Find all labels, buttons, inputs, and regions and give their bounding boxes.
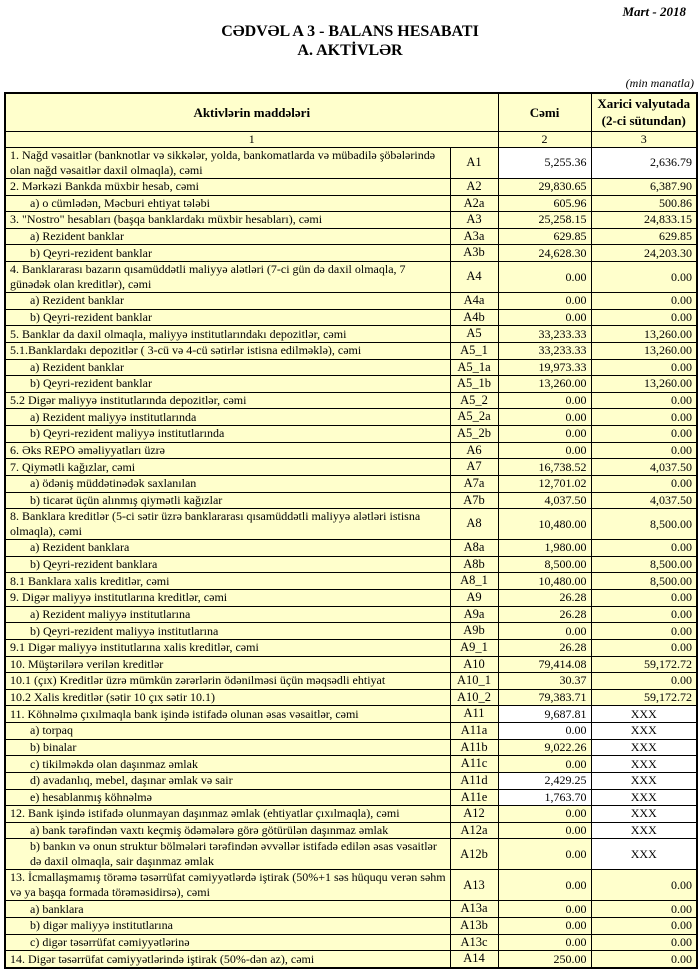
row-item-label: a) Rezident banklar bbox=[5, 228, 450, 245]
row-code: A8b bbox=[450, 556, 498, 573]
row-code: A13a bbox=[450, 901, 498, 918]
row-total-value: 33,233.33 bbox=[498, 342, 591, 359]
table-row bbox=[5, 459, 697, 476]
table-row bbox=[5, 723, 697, 740]
row-total-value: 2,429.25 bbox=[498, 772, 591, 789]
row-code: A9b bbox=[450, 623, 498, 640]
column-header-items: Aktivlərin maddələri bbox=[5, 93, 498, 131]
row-code: A4 bbox=[450, 262, 498, 293]
row-total-value: 9,022.26 bbox=[498, 739, 591, 756]
table-row bbox=[5, 262, 697, 293]
table-row bbox=[5, 475, 697, 492]
table-header-row bbox=[5, 93, 697, 131]
row-item-label: b) Qeyri-rezident maliyyə institutlarına bbox=[5, 623, 450, 640]
row-total-value: 4,037.50 bbox=[498, 492, 591, 509]
row-item-label: 13. İcmallaşmamış törəmə təsərrüfat cəmiyyətlərdə iştirak (50%+1 səs hüququ verən səhm və ya başqa formada törəməsidirsə), cəmi bbox=[5, 870, 450, 901]
row-code: A13b bbox=[450, 918, 498, 935]
row-code: A9 bbox=[450, 590, 498, 607]
row-item-label: a) Rezident banklar bbox=[5, 293, 450, 310]
table-row bbox=[5, 639, 697, 656]
row-foreign-currency-value: 8,500.00 bbox=[591, 556, 697, 573]
report-page bbox=[0, 4, 700, 969]
table-row bbox=[5, 739, 697, 756]
row-foreign-currency-value: 4,037.50 bbox=[591, 492, 697, 509]
table-row bbox=[5, 623, 697, 640]
row-total-value: 0.00 bbox=[498, 870, 591, 901]
table-row bbox=[5, 409, 697, 426]
table-row bbox=[5, 839, 697, 870]
row-total-value: 0.00 bbox=[498, 756, 591, 773]
row-code: A5_1 bbox=[450, 342, 498, 359]
row-code: A3b bbox=[450, 245, 498, 262]
row-total-value: 16,738.52 bbox=[498, 459, 591, 476]
row-foreign-currency-value: 0.00 bbox=[591, 442, 697, 459]
row-total-value: 24,628.30 bbox=[498, 245, 591, 262]
row-foreign-currency-value: XXX bbox=[591, 822, 697, 839]
table-row bbox=[5, 772, 697, 789]
page-title: CƏDVƏL A 3 - BALANS HESABATI bbox=[221, 23, 479, 40]
row-foreign-currency-value: 0.00 bbox=[591, 918, 697, 935]
row-item-label: 8. Banklara kreditlər (5-ci sətir üzrə banklararası qısamüddətli maliyyə alətləri istisna olmaqla), cəmi bbox=[5, 509, 450, 540]
table-row bbox=[5, 228, 697, 245]
row-item-label: b) ticarət üçün alınmış qiymətli kağızlar bbox=[5, 492, 450, 509]
row-foreign-currency-value: XXX bbox=[591, 723, 697, 740]
row-item-label: 9. Digər maliyyə institutlarına kreditlər, cəmi bbox=[5, 590, 450, 607]
row-item-label: a) Rezident banklara bbox=[5, 540, 450, 557]
row-foreign-currency-value: 0.00 bbox=[591, 475, 697, 492]
row-total-value: 605.96 bbox=[498, 195, 591, 212]
row-total-value: 0.00 bbox=[498, 918, 591, 935]
table-row bbox=[5, 342, 697, 359]
row-total-value: 13,260.00 bbox=[498, 376, 591, 393]
row-total-value: 5,255.36 bbox=[498, 147, 591, 178]
row-foreign-currency-value: 0.00 bbox=[591, 309, 697, 326]
table-row bbox=[5, 540, 697, 557]
row-total-value: 0.00 bbox=[498, 392, 591, 409]
table-row bbox=[5, 756, 697, 773]
row-foreign-currency-value: 0.00 bbox=[591, 639, 697, 656]
row-foreign-currency-value: 24,833.15 bbox=[591, 212, 697, 229]
table-row bbox=[5, 392, 697, 409]
column-number-row bbox=[5, 131, 697, 147]
row-code: A11d bbox=[450, 772, 498, 789]
row-code: A5_2 bbox=[450, 392, 498, 409]
table-row bbox=[5, 195, 697, 212]
page-subtitle: A. AKTİVLƏR bbox=[297, 42, 403, 60]
table-row bbox=[5, 656, 697, 673]
row-foreign-currency-value: 0.00 bbox=[591, 540, 697, 557]
row-total-value: 12,701.02 bbox=[498, 475, 591, 492]
table-row bbox=[5, 951, 697, 968]
row-code: A11b bbox=[450, 739, 498, 756]
row-code: A13c bbox=[450, 934, 498, 951]
table-row bbox=[5, 326, 697, 343]
row-code: A5_1b bbox=[450, 376, 498, 393]
row-code: A5_2b bbox=[450, 426, 498, 443]
row-item-label: 14. Digər təsərrüfat cəmiyyətlərində iştirak (50%-dən az), cəmi bbox=[5, 951, 450, 968]
row-total-value: 26.28 bbox=[498, 639, 591, 656]
table-row bbox=[5, 706, 697, 723]
row-code: A11c bbox=[450, 756, 498, 773]
row-item-label: 7. Qiymətli kağızlar, cəmi bbox=[5, 459, 450, 476]
row-total-value: 0.00 bbox=[498, 293, 591, 310]
row-foreign-currency-value: 0.00 bbox=[591, 262, 697, 293]
row-foreign-currency-value: 0.00 bbox=[591, 673, 697, 690]
row-foreign-currency-value: 8,500.00 bbox=[591, 509, 697, 540]
row-item-label: a) torpaq bbox=[5, 723, 450, 740]
row-item-label: 12. Bank işində istifadə olunmayan daşınmaz əmlak (ehtiyatlar çıxılmaqla), cəmi bbox=[5, 806, 450, 823]
table-row bbox=[5, 789, 697, 806]
row-total-value: 0.00 bbox=[498, 442, 591, 459]
row-item-label: a) ödəniş müddətinədək saxlanılan bbox=[5, 475, 450, 492]
table-row bbox=[5, 147, 697, 178]
row-item-label: 3. "Nostro" hesabları (başqa banklardakı müxbir hesabları), cəmi bbox=[5, 212, 450, 229]
row-foreign-currency-value: 13,260.00 bbox=[591, 376, 697, 393]
table-body bbox=[5, 147, 697, 968]
row-code: A9_1 bbox=[450, 639, 498, 656]
row-foreign-currency-value: 0.00 bbox=[591, 590, 697, 607]
row-item-label: b) digər maliyyə institutlarına bbox=[5, 918, 450, 935]
row-code: A14 bbox=[450, 951, 498, 968]
row-total-value: 19,973.33 bbox=[498, 359, 591, 376]
row-code: A5_1a bbox=[450, 359, 498, 376]
row-code: A8 bbox=[450, 509, 498, 540]
row-item-label: a) Rezident maliyyə institutlarına bbox=[5, 606, 450, 623]
table-row bbox=[5, 556, 697, 573]
row-item-label: c) digər təsərrüfat cəmiyyətlərinə bbox=[5, 934, 450, 951]
row-total-value: 0.00 bbox=[498, 309, 591, 326]
row-item-label: a) bank tərəfindən vaxtı keçmiş ödəmələrə görə götürülən daşınmaz əmlak bbox=[5, 822, 450, 839]
row-code: A5 bbox=[450, 326, 498, 343]
row-foreign-currency-value: 0.00 bbox=[591, 409, 697, 426]
row-item-label: 11. Köhnəlmə çıxılmaqla bank işində istifadə olunan əsas vəsaitlər, cəmi bbox=[5, 706, 450, 723]
row-total-value: 9,687.81 bbox=[498, 706, 591, 723]
row-total-value: 26.28 bbox=[498, 590, 591, 607]
row-total-value: 10,480.00 bbox=[498, 573, 591, 590]
table-row bbox=[5, 245, 697, 262]
table-row bbox=[5, 212, 697, 229]
row-foreign-currency-value: 0.00 bbox=[591, 901, 697, 918]
row-item-label: a) Rezident banklar bbox=[5, 359, 450, 376]
row-item-label: b) Qeyri-rezident banklara bbox=[5, 556, 450, 573]
row-code: A4b bbox=[450, 309, 498, 326]
table-row bbox=[5, 492, 697, 509]
table-row bbox=[5, 442, 697, 459]
row-item-label: e) hesablanmış köhnəlmə bbox=[5, 789, 450, 806]
row-item-label: 8.1 Banklara xalis kreditlər, cəmi bbox=[5, 573, 450, 590]
table-row bbox=[5, 606, 697, 623]
row-code: A10_1 bbox=[450, 673, 498, 690]
row-item-label: 6. Əks REPO əməliyyatları üzrə bbox=[5, 442, 450, 459]
row-item-label: 10.1 (çıx) Kreditlər üzrə mümkün zərərlərin ödənilməsi üçün məqsədli ehtiyat bbox=[5, 673, 450, 690]
balance-sheet-table bbox=[4, 92, 698, 969]
table-row bbox=[5, 822, 697, 839]
row-code: A6 bbox=[450, 442, 498, 459]
row-total-value: 0.00 bbox=[498, 623, 591, 640]
row-code: A8_1 bbox=[450, 573, 498, 590]
row-code: A11 bbox=[450, 706, 498, 723]
row-total-value: 79,414.08 bbox=[498, 656, 591, 673]
table-row bbox=[5, 573, 697, 590]
row-item-label: d) avadanlıq, mebel, daşınar əmlak və sair bbox=[5, 772, 450, 789]
table-row bbox=[5, 870, 697, 901]
row-total-value: 29,830.65 bbox=[498, 178, 591, 195]
row-code: A9a bbox=[450, 606, 498, 623]
row-total-value: 8,500.00 bbox=[498, 556, 591, 573]
table-row bbox=[5, 359, 697, 376]
unit-note: (min manatla) bbox=[625, 76, 694, 91]
row-item-label: b) Qeyri-rezident banklar bbox=[5, 245, 450, 262]
row-item-label: 10.2 Xalis kreditlər (sətir 10 çıx sətir 10.1) bbox=[5, 689, 450, 706]
row-code: A10_2 bbox=[450, 689, 498, 706]
row-foreign-currency-value: 0.00 bbox=[591, 623, 697, 640]
table-row bbox=[5, 178, 697, 195]
row-foreign-currency-value: 629.85 bbox=[591, 228, 697, 245]
row-item-label: b) Qeyri-rezident banklar bbox=[5, 309, 450, 326]
row-total-value: 0.00 bbox=[498, 262, 591, 293]
row-item-label: 2. Mərkəzi Bankda müxbir hesab, cəmi bbox=[5, 178, 450, 195]
row-code: A11e bbox=[450, 789, 498, 806]
row-foreign-currency-value: 0.00 bbox=[591, 359, 697, 376]
row-total-value: 26.28 bbox=[498, 606, 591, 623]
row-total-value: 1,980.00 bbox=[498, 540, 591, 557]
row-total-value: 33,233.33 bbox=[498, 326, 591, 343]
row-code: A3a bbox=[450, 228, 498, 245]
table-row bbox=[5, 918, 697, 935]
row-foreign-currency-value: 6,387.90 bbox=[591, 178, 697, 195]
row-code: A3 bbox=[450, 212, 498, 229]
table-row bbox=[5, 689, 697, 706]
row-total-value: 629.85 bbox=[498, 228, 591, 245]
row-item-label: 5.2 Digər maliyyə institutlarında depozitlər, cəmi bbox=[5, 392, 450, 409]
row-foreign-currency-value: 24,203.30 bbox=[591, 245, 697, 262]
row-code: A12 bbox=[450, 806, 498, 823]
row-item-label: 10. Müştərilərə verilən kreditlər bbox=[5, 656, 450, 673]
row-item-label: a) Rezident maliyyə institutlarında bbox=[5, 409, 450, 426]
row-foreign-currency-value: 13,260.00 bbox=[591, 342, 697, 359]
row-foreign-currency-value: XXX bbox=[591, 806, 697, 823]
column-number-2: 2 bbox=[498, 131, 591, 147]
row-foreign-currency-value: 8,500.00 bbox=[591, 573, 697, 590]
row-code: A12b bbox=[450, 839, 498, 870]
row-foreign-currency-value: 13,260.00 bbox=[591, 326, 697, 343]
row-total-value: 0.00 bbox=[498, 409, 591, 426]
row-foreign-currency-value: 0.00 bbox=[591, 293, 697, 310]
row-code: A7 bbox=[450, 459, 498, 476]
row-item-label: 1. Nağd vəsaitlər (banknotlar və sikkələr, yolda, bankomatlarda və mübadilə şöbələrində olan nağd vəsaitlər daxil olmaqla), cəmi bbox=[5, 147, 450, 178]
row-code: A10 bbox=[450, 656, 498, 673]
row-code: A13 bbox=[450, 870, 498, 901]
row-foreign-currency-value: 59,172.72 bbox=[591, 689, 697, 706]
row-foreign-currency-value: XXX bbox=[591, 789, 697, 806]
column-header-total: Cəmi bbox=[498, 93, 591, 131]
row-total-value: 250.00 bbox=[498, 951, 591, 968]
row-total-value: 79,383.71 bbox=[498, 689, 591, 706]
row-total-value: 0.00 bbox=[498, 901, 591, 918]
row-foreign-currency-value: 0.00 bbox=[591, 951, 697, 968]
row-code: A1 bbox=[450, 147, 498, 178]
row-code: A11a bbox=[450, 723, 498, 740]
table-row bbox=[5, 426, 697, 443]
table-row bbox=[5, 509, 697, 540]
row-item-label: b) binalar bbox=[5, 739, 450, 756]
row-total-value: 30.37 bbox=[498, 673, 591, 690]
table-row bbox=[5, 673, 697, 690]
row-item-label: 9.1 Digər maliyyə institutlarına xalis kreditlər, cəmi bbox=[5, 639, 450, 656]
table-row bbox=[5, 590, 697, 607]
row-code: A8a bbox=[450, 540, 498, 557]
row-total-value: 0.00 bbox=[498, 822, 591, 839]
table-row bbox=[5, 806, 697, 823]
row-foreign-currency-value: 0.00 bbox=[591, 606, 697, 623]
row-item-label: 5. Banklar da daxil olmaqla, maliyyə institutlarındakı depozitlər, cəmi bbox=[5, 326, 450, 343]
row-code: A2a bbox=[450, 195, 498, 212]
row-total-value: 0.00 bbox=[498, 934, 591, 951]
column-number-1: 1 bbox=[5, 131, 498, 147]
row-code: A4a bbox=[450, 293, 498, 310]
table-row bbox=[5, 376, 697, 393]
report-period-label: Mart - 2018 bbox=[622, 4, 686, 19]
row-foreign-currency-value: 2,636.79 bbox=[591, 147, 697, 178]
row-item-label: b) Qeyri-rezident banklar bbox=[5, 376, 450, 393]
row-item-label: c) tikilməkdə olan daşınmaz əmlak bbox=[5, 756, 450, 773]
row-item-label: b) bankın və onun struktur bölmələri tərəfindən əvvəllər istifadə edilən əsas vəsaitlər də daxil olmaqla, sair daşınmaz əmlak bbox=[5, 839, 450, 870]
row-total-value: 1,763.70 bbox=[498, 789, 591, 806]
row-foreign-currency-value: 4,037.50 bbox=[591, 459, 697, 476]
row-total-value: 0.00 bbox=[498, 723, 591, 740]
table-row bbox=[5, 309, 697, 326]
column-header-foreign-currency: Xarici valyutada (2-ci sütundan) bbox=[591, 93, 697, 131]
row-code: A7a bbox=[450, 475, 498, 492]
row-total-value: 25,258.15 bbox=[498, 212, 591, 229]
table-row bbox=[5, 934, 697, 951]
row-foreign-currency-value: 0.00 bbox=[591, 870, 697, 901]
row-foreign-currency-value: 0.00 bbox=[591, 426, 697, 443]
row-item-label: 4. Banklararası bazarın qısamüddətli maliyyə alətləri (7-ci gün də daxil olmaqla, 7 günədək olan kreditlər), cəmi bbox=[5, 262, 450, 293]
row-foreign-currency-value: XXX bbox=[591, 739, 697, 756]
row-total-value: 0.00 bbox=[498, 426, 591, 443]
row-total-value: 0.00 bbox=[498, 806, 591, 823]
column-number-3: 3 bbox=[591, 131, 697, 147]
row-code: A12a bbox=[450, 822, 498, 839]
row-foreign-currency-value: XXX bbox=[591, 706, 697, 723]
table-row bbox=[5, 293, 697, 310]
table-row bbox=[5, 901, 697, 918]
row-code: A2 bbox=[450, 178, 498, 195]
row-item-label: a) banklara bbox=[5, 901, 450, 918]
row-total-value: 0.00 bbox=[498, 839, 591, 870]
row-code: A7b bbox=[450, 492, 498, 509]
row-item-label: 5.1.Banklardakı depozitlər ( 3-cü və 4-cü sətirlər istisna edilməklə), cəmi bbox=[5, 342, 450, 359]
row-foreign-currency-value: XXX bbox=[591, 756, 697, 773]
row-foreign-currency-value: 59,172.72 bbox=[591, 656, 697, 673]
row-foreign-currency-value: 0.00 bbox=[591, 934, 697, 951]
row-foreign-currency-value: XXX bbox=[591, 772, 697, 789]
row-item-label: a) o cümlədən, Məcburi ehtiyat tələbi bbox=[5, 195, 450, 212]
row-foreign-currency-value: XXX bbox=[591, 839, 697, 870]
row-foreign-currency-value: 500.86 bbox=[591, 195, 697, 212]
row-item-label: b) Qeyri-rezident maliyyə institutlarında bbox=[5, 426, 450, 443]
row-total-value: 10,480.00 bbox=[498, 509, 591, 540]
row-code: A5_2a bbox=[450, 409, 498, 426]
row-foreign-currency-value: 0.00 bbox=[591, 392, 697, 409]
